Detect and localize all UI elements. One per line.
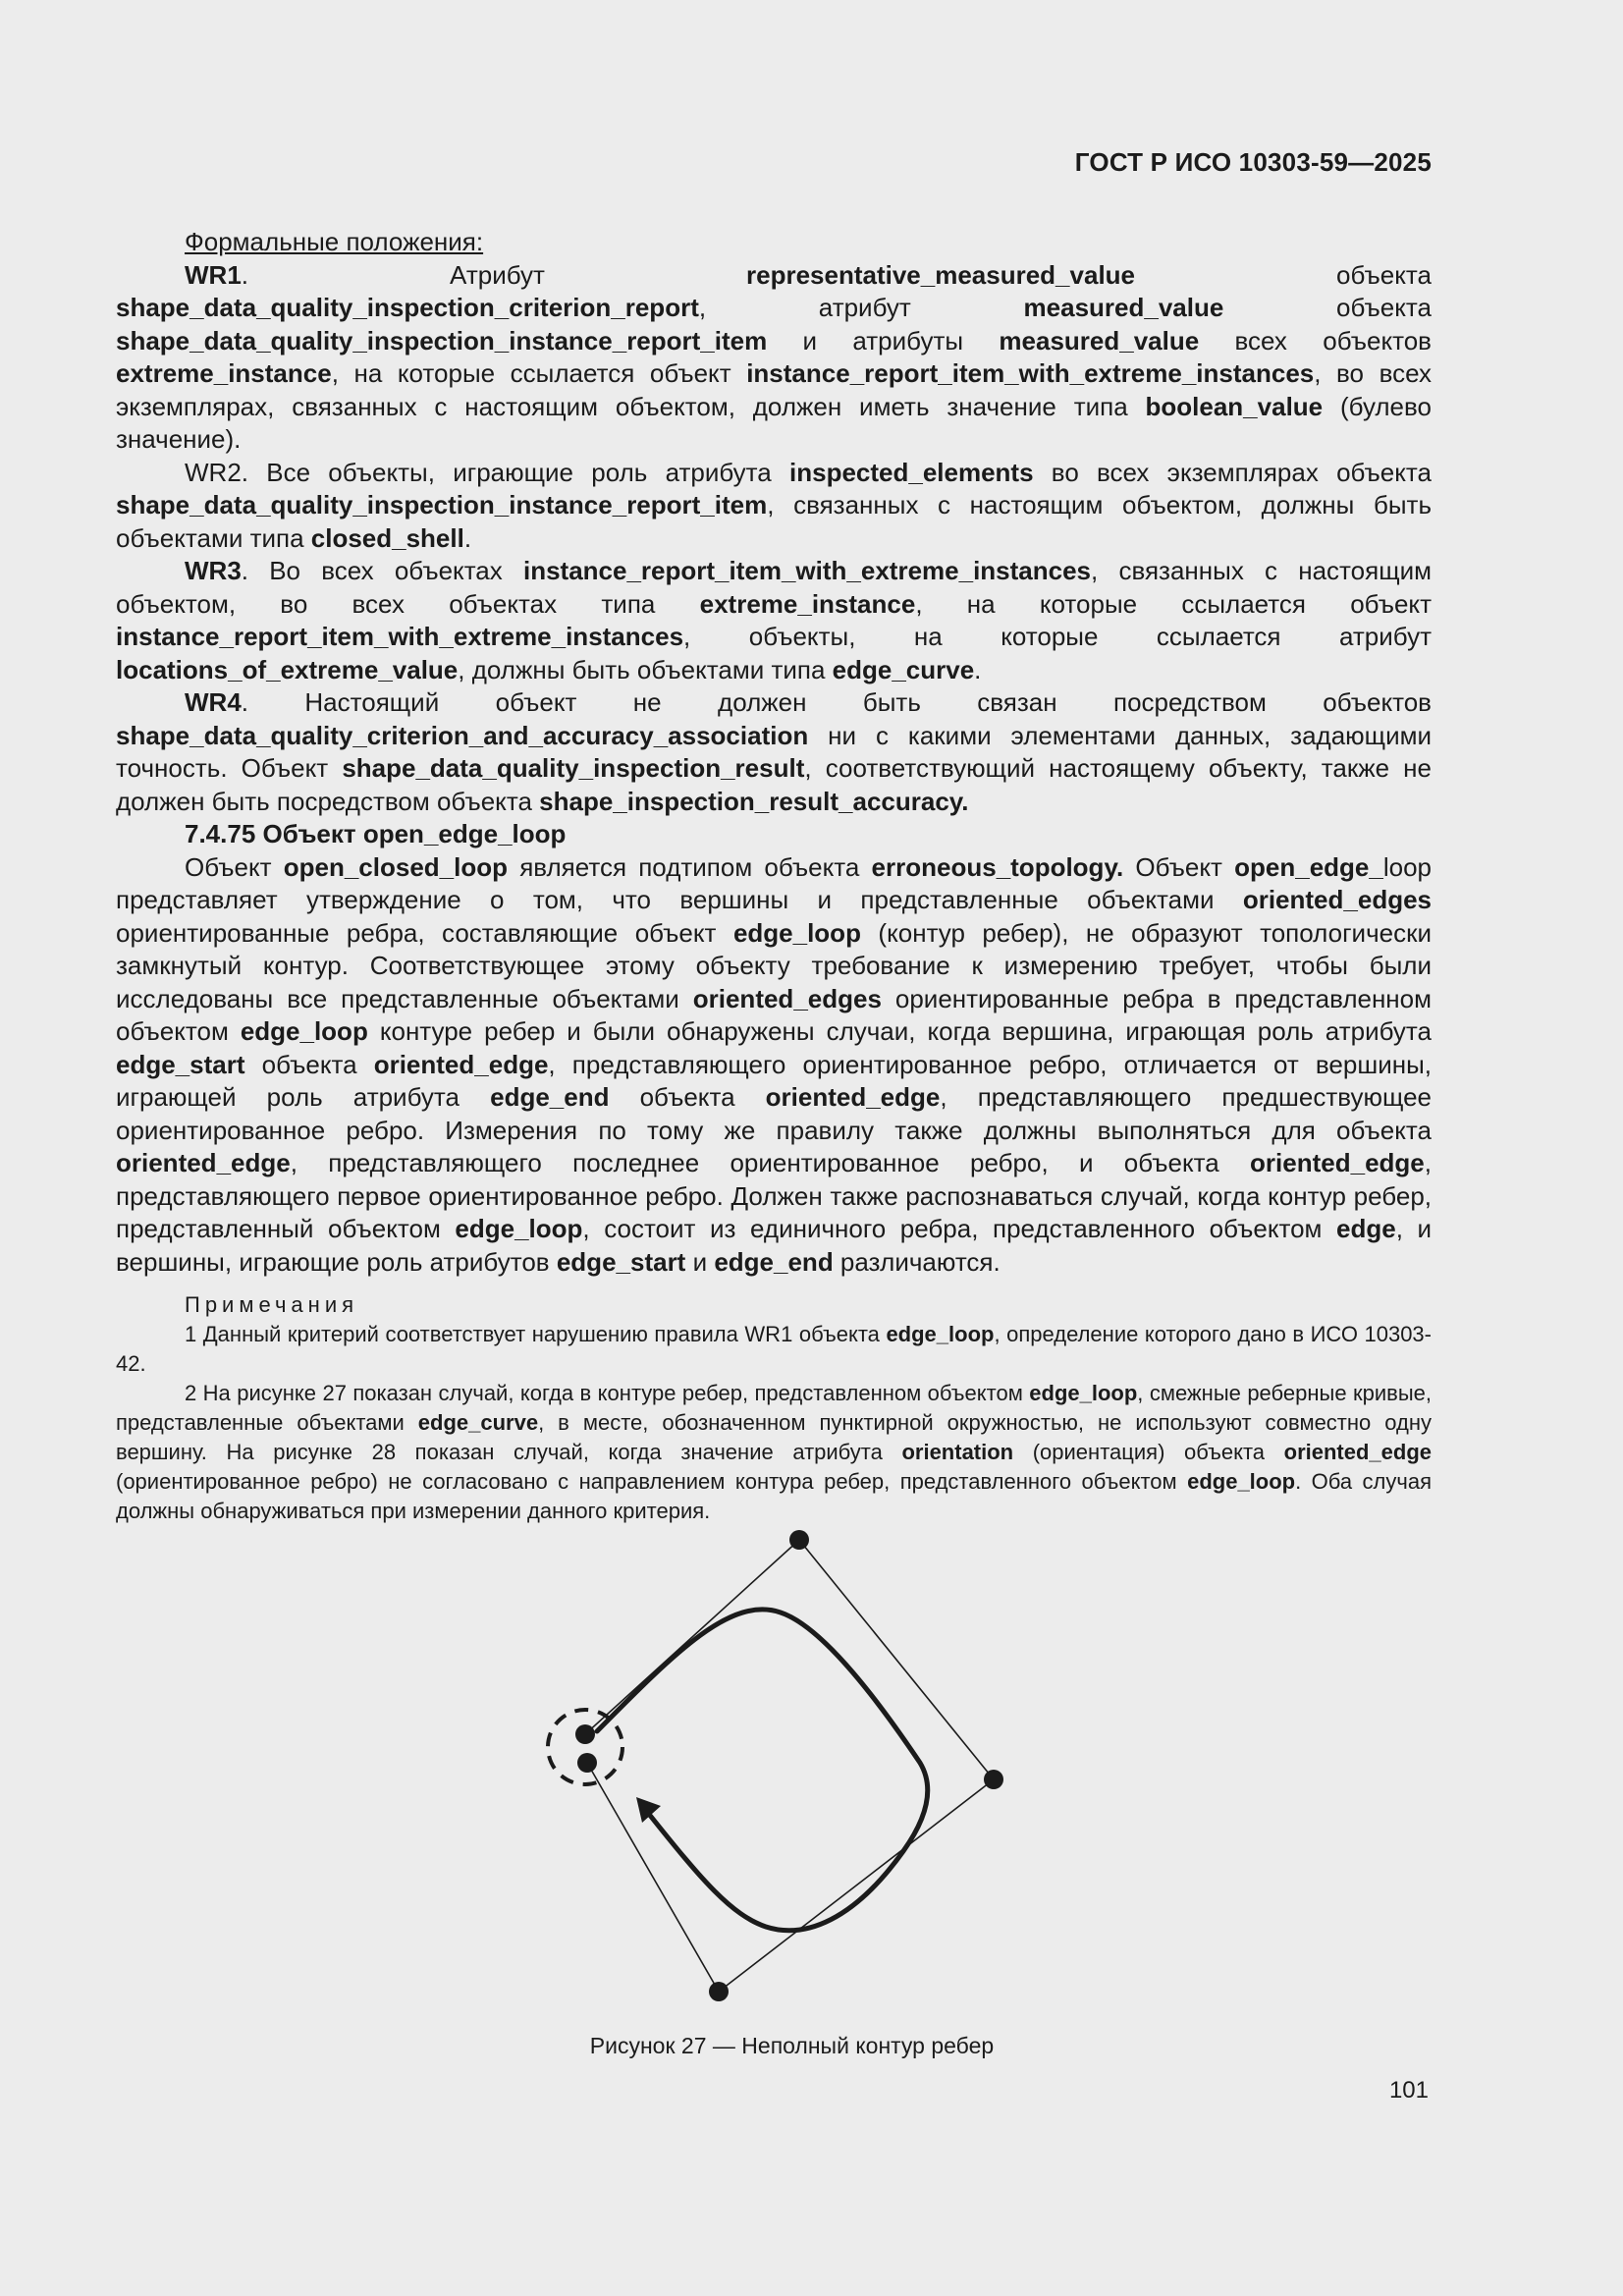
bold-term: measured_value [1023,293,1224,322]
text-run: WR2. Все объекты, играющие роль атрибута [185,457,789,487]
text-run: , связанных с настоящим объектом, во всех объектах типа [116,556,1432,619]
figure-27 [530,1522,1021,2013]
text-run: во всех экземплярах объекта [1033,457,1433,487]
vertex-dot-icon [577,1753,597,1773]
bold-term: edge_curve [832,654,975,684]
bold-term: open_closed_loop [283,851,508,882]
text-run: (ориентация) объекта [1013,1440,1284,1464]
bold-term: WR4 [185,687,242,717]
document-body [116,226,1432,1526]
text-run: . [974,654,982,684]
formal-heading-text: Формальные положения: [185,227,484,256]
text-run: . Настоящий объект не должен быть связан посредством объектов [241,687,1432,717]
dashed-circle-icon [548,1710,622,1784]
text-run: , во всех экземплярах, связанных с настоящим объектом, должен иметь значение типа [116,358,1432,421]
vertex-dot-icon [789,1530,809,1550]
open-edge-loop-paragraph [116,851,1432,1280]
bold-term: edge_curve [417,1410,539,1435]
bold-term: closed_shell [310,522,464,553]
text-run: . Атрибут [241,259,746,290]
bold-term: edge_loop [240,1016,368,1046]
bold-term: open_edge_ [1234,851,1383,882]
text-run: , представляющего ориентированное ребро, отличается от вершины, играющей роль атрибута [116,1049,1432,1112]
bold-term: edge_loop [455,1214,583,1243]
bold-term: edge_loop [1187,1469,1296,1494]
text-run: (контур ребер), не образуют топологически замкнутый контур. Соответствующее этому объекту требование к измерению требует, чтобы были исследованы все представленные объектами [116,917,1432,1013]
bold-term: shape_data_quality_inspection_result [342,753,805,783]
text-run: и [685,1246,715,1277]
vertex-dot-icon [984,1770,1003,1789]
note-1 [116,1320,1432,1379]
text-run: , на которые ссылается объект [331,358,747,388]
text-run: объекта [244,1049,374,1079]
note-2 [116,1379,1432,1526]
text-run: (булево значение). [116,391,1432,454]
bold-term: oriented_edge [116,1148,291,1177]
text-run: объекта [1135,259,1433,290]
wr3-paragraph [116,555,1432,686]
text-run: , и вершины, играющие роль атрибутов [116,1214,1432,1277]
standard-header: ГОСТ Р ИСО 10303-59—2025 [1074,147,1432,177]
text-run: и атрибуты [767,325,1000,355]
text-run: , определение которого дано в ИСО 10303-42. [116,1322,1432,1376]
bold-term: instance_report_item_with_extreme_instances [746,358,1315,388]
text-run: , смежные реберные кривые, представленные объектами [116,1381,1432,1435]
edge-loop-curve [597,1610,928,1931]
bold-term: edge_start [556,1246,686,1277]
edge-line-top-left [585,1540,799,1734]
text-run: , связанных с настоящим объектом, должны быть объектами типа [116,490,1432,553]
text-run: Объект [185,851,284,882]
wr2-paragraph [116,457,1432,556]
wr1-paragraph [116,259,1432,457]
vertex-dot-icon [575,1724,595,1744]
bold-term: measured_value [999,325,1200,355]
text-run: ориентированные ребра в представленном объектом [116,983,1432,1046]
text-run: , объекты, на которые ссылается атрибут [683,622,1432,651]
bold-term: edge_end [714,1246,834,1277]
text-run: . Оба случая должны обнаруживаться при измерении данного критерия. [116,1469,1432,1523]
bold-term: instance_report_item_with_extreme_instances [116,622,684,651]
bold-term: shape_data_quality_inspection_instance_report_item [116,490,768,519]
text-run: является подтипом объекта [508,851,872,882]
bold-term: shape_data_quality_inspection_instance_report_item [116,325,768,355]
bold-term: WR1 [185,259,242,290]
page-number: 101 [1388,2077,1429,2104]
bold-term: edge_loop [886,1322,995,1346]
bold-term: orientation [901,1440,1014,1464]
text-run: , представляющего последнее ориентированное ребро, и объекта [290,1148,1251,1177]
text-run: , представляющего предшествующее ориентированное ребро. Измерения по тому же правилу также должны выполняться для объекта [116,1082,1432,1145]
bold-term: erroneous_topology. [871,851,1124,882]
bold-term: shape_data_quality_criterion_and_accuracy_association [116,720,809,750]
text-run: ориентированные ребра, составляющие объект [116,917,733,948]
text-run: loop представляет утверждение о том, что вершины и представленные объектами [116,851,1432,914]
text-run: различаются. [833,1246,1001,1277]
bold-term: extreme_instance [116,358,332,388]
bold-term: oriented_edges [1242,885,1432,914]
vertex-dot-icon [709,1982,729,2001]
bold-term: edge_loop [1029,1381,1138,1405]
bold-term: oriented_edge [765,1082,941,1112]
text-run: Объект [1123,851,1235,882]
bold-term: oriented_edges [692,983,882,1013]
text-run: объекта [609,1082,766,1112]
text-run: ни с какими элементами данных, задающими точность. Объект [116,720,1432,783]
figure-27-drawing [530,1522,1021,2013]
bold-term: shape_inspection_result_accuracy. [539,786,969,816]
text-run: , атрибут [698,293,1024,322]
text-run: . [463,522,472,553]
bold-term: oriented_edge [1250,1148,1425,1177]
text-run: контуре ребер и были обнаружены случаи, когда вершина, играющая роль атрибута [367,1016,1432,1046]
text-run: , соответствующий настоящему объекту, также не должен быть посредством объекта [116,753,1432,816]
text-run: объекта [1223,293,1432,322]
bold-term: 7.4.75 Объект open_edge_loop [185,819,567,848]
formal-heading [116,226,1432,259]
notes-heading: Примечания [185,1292,359,1317]
text-run: (ориентированное ребро) не согласовано с направлением контура ребер, представленного объектом [116,1469,1188,1494]
text-run: , должны быть объектами типа [458,654,833,684]
paragraphs [116,259,1432,1280]
arrow-head-icon [636,1797,661,1823]
text-run: всех объектов [1199,325,1432,355]
text-run: , на которые ссылается объект [915,588,1432,619]
wr4-paragraph [116,686,1432,818]
bold-term: edge_start [116,1049,245,1079]
bold-term: WR3 [185,556,242,585]
bold-term: edge [1336,1214,1396,1243]
bold-term: locations_of_extreme_value [116,654,459,684]
figure-caption: Рисунок 27 — Неполный контур ребер [589,2033,995,2058]
text-run: , состоит из единичного ребра, представленного объектом [582,1214,1336,1243]
text-run: . Во всех объектах [241,556,523,585]
bold-term: inspected_elements [789,457,1034,487]
text-run: , представляющего первое ориентированное ребро. Должен также распознаваться случай, когда контур ребер, представленный объектом [116,1148,1432,1243]
bold-term: shape_data_quality_inspection_criterion_report [116,293,699,322]
bold-term: edge_end [490,1082,610,1112]
text-run: 1 Данный критерий соответствует нарушению правила WR1 объекта [185,1322,887,1346]
bold-term: extreme_instance [699,588,916,619]
notes [116,1320,1432,1526]
edge-line-top-right [799,1540,994,1779]
bold-term: oriented_edge [373,1049,549,1079]
bold-term: oriented_edge [1283,1440,1432,1464]
bold-term: representative_measured_value [746,259,1136,290]
section-heading [116,818,1432,851]
bold-term: instance_report_item_with_extreme_instances [522,556,1092,585]
text-run: 2 На рисунке 27 показан случай, когда в контуре ребер, представленном объектом [185,1381,1030,1405]
edge-line-bottom-right [719,1779,994,1992]
bold-term: boolean_value [1145,391,1324,421]
bold-term: edge_loop [732,917,861,948]
text-run: , в месте, обозначенном пунктирной окружностью, не используют совместно одну вершину. На рисунке 28 показан случай, когда значение атрибута [116,1410,1432,1464]
